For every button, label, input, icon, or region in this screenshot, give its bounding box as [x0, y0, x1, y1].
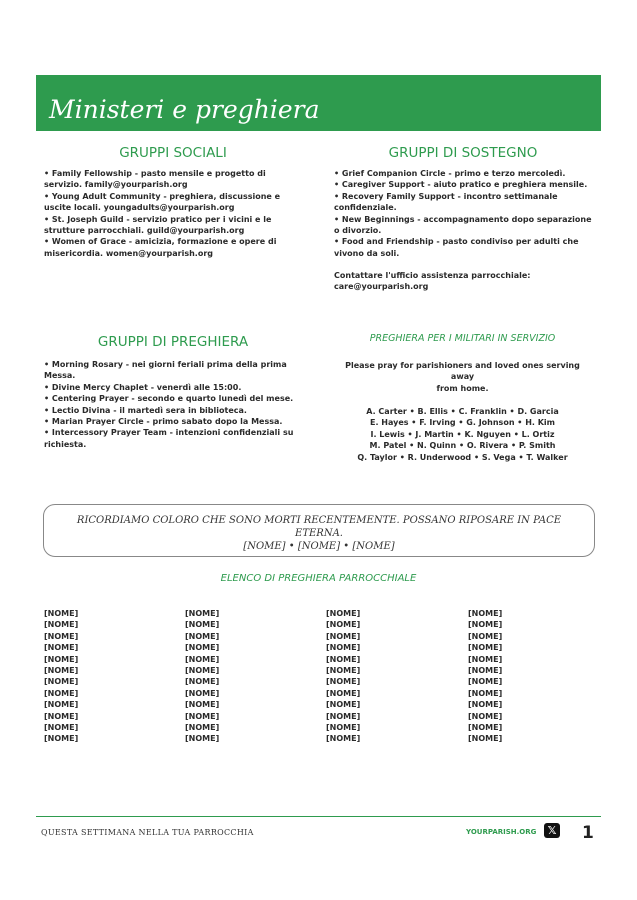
list-item: • Marian Prayer Circle - primo sabato dopo la Messa.	[44, 417, 283, 427]
prayer-list-name: [NOME]	[326, 711, 361, 721]
list-item: • Family Fellowship - pasto mensile e progetto di	[44, 169, 266, 178]
support-contact-label: Contattare l'ufficio assistenza parrocchiale:	[334, 271, 531, 280]
prayer-list-name: [NOME]	[44, 734, 79, 744]
page-title: Ministeri e preghiera	[49, 95, 320, 124]
footer-website-link[interactable]: YOURPARISH.ORG	[466, 828, 537, 836]
military-names	[330, 406, 595, 463]
prayer-list-name: [NOME]	[326, 677, 361, 687]
military-intro-line: Please pray for parishioners and loved ones serving	[345, 361, 580, 370]
remembrance-line: ETERNA.	[295, 528, 343, 539]
prayer-list-name: [NOME]	[44, 654, 79, 664]
prayer-list-name: [NOME]	[185, 688, 220, 698]
list-item: • Food and Friendship - pasto condiviso per adulti che	[334, 237, 579, 247]
prayer-list-name: [NOME]	[44, 609, 79, 618]
prayer-list-name: [NOME]	[44, 700, 79, 710]
prayer-list-name: [NOME]	[44, 666, 79, 676]
military-names-line: M. Patel • N. Quinn • O. Rivera • P. Smith	[369, 441, 556, 451]
prayer-list-name: [NOME]	[185, 677, 220, 687]
list-item: confidenziale.	[334, 203, 397, 213]
list-item: • Lectio Divina - il martedì sera in biblioteca.	[44, 405, 247, 415]
prayer-list-name: [NOME]	[185, 620, 220, 630]
list-item: • Intercessory Prayer Team - intenzioni confidenziali su	[44, 428, 294, 438]
prayer-list-name: [NOME]	[468, 700, 503, 710]
list-item: • Grief Companion Circle - primo e terzo mercoledì.	[334, 169, 566, 178]
military-prayer-title: PREGHIERA PER I MILITARI IN SERVIZIO	[369, 333, 556, 344]
list-item: vivono da soli.	[334, 248, 400, 258]
support-groups-list	[334, 168, 599, 259]
prayer-list-name: [NOME]	[468, 711, 503, 721]
remembrance-line: RICORDIAMO COLORO CHE SONO MORTI RECENTEMENTE. POSSANO RIPOSARE IN PACE	[76, 515, 562, 526]
prayer-list-name: [NOME]	[185, 643, 220, 653]
military-names-line: Q. Taylor • R. Underwood • S. Vega • T. Walker	[357, 452, 568, 462]
prayer-list-name: [NOME]	[326, 688, 361, 698]
prayer-list-name: [NOME]	[44, 723, 79, 733]
list-item: misericordia. women@yourparish.org	[44, 248, 213, 258]
military-names-line: E. Hayes • F. Irving • G. Johnson • H. Kim	[369, 418, 555, 428]
prayer-list-name: [NOME]	[326, 654, 361, 664]
footer-divider	[36, 816, 601, 817]
prayer-list-column	[44, 608, 78, 745]
header-banner	[36, 75, 601, 131]
social-groups-title: GRUPPI SOCIALI	[119, 145, 227, 161]
prayer-list-name: [NOME]	[326, 666, 361, 676]
prayer-list-name: [NOME]	[44, 677, 79, 687]
prayer-list-name: [NOME]	[44, 631, 79, 641]
prayer-list-name: [NOME]	[185, 666, 220, 676]
prayer-list-column	[185, 608, 219, 745]
prayer-list-name: [NOME]	[326, 700, 361, 710]
list-item: uscite locali. youngadults@yourparish.org	[44, 203, 235, 213]
list-item: • Divine Mercy Chaplet - venerdì alle 15:00.	[44, 382, 242, 392]
prayer-list-name: [NOME]	[468, 734, 503, 744]
remembrance-box	[43, 504, 595, 557]
prayer-groups-list	[44, 359, 309, 450]
page-number: 1	[582, 823, 594, 843]
list-item: • Young Adult Community - preghiera, discussione e	[44, 191, 281, 201]
prayer-list-name: [NOME]	[185, 654, 220, 664]
list-item: • Caregiver Support - aiuto pratico e preghiera mensile.	[334, 180, 588, 190]
prayer-list-name: [NOME]	[468, 654, 503, 664]
prayer-list-name: [NOME]	[185, 723, 220, 733]
list-item: • New Beginnings - accompagnamento dopo separazione	[334, 214, 592, 224]
prayer-list-name: [NOME]	[185, 700, 220, 710]
remembrance-text	[74, 514, 564, 553]
list-item: • Recovery Family Support - incontro settimanale	[334, 191, 558, 201]
military-names-line: A. Carter • B. Ellis • C. Franklin • D. Garcia	[366, 407, 559, 416]
prayer-list-name: [NOME]	[468, 643, 503, 653]
footer-tagline: QUESTA SETTIMANA NELLA TUA PARROCCHIA	[41, 828, 254, 837]
prayer-list-column	[326, 608, 360, 745]
prayer-list-name: [NOME]	[326, 643, 361, 653]
prayer-list-name: [NOME]	[185, 734, 220, 744]
prayer-list-name: [NOME]	[326, 620, 361, 630]
prayer-list-name: [NOME]	[468, 723, 503, 733]
support-contact-email: care@yourparish.org	[334, 282, 429, 292]
prayer-list-name: [NOME]	[468, 677, 503, 687]
support-contact	[334, 270, 599, 293]
prayer-list-name: [NOME]	[44, 688, 79, 698]
prayer-list-name: [NOME]	[468, 609, 503, 618]
prayer-list-name: [NOME]	[185, 711, 220, 721]
prayer-list-name: [NOME]	[44, 643, 79, 653]
prayer-list-name: [NOME]	[326, 609, 361, 618]
prayer-list-name: [NOME]	[468, 631, 503, 641]
list-item: • St. Joseph Guild - servizio pratico per i vicini e le	[44, 214, 272, 224]
prayer-list-name: [NOME]	[468, 688, 503, 698]
prayer-list-name: [NOME]	[44, 620, 79, 630]
remembrance-names: [NOME] • [NOME] • [NOME]	[243, 541, 395, 552]
prayer-list-name: [NOME]	[468, 666, 503, 676]
list-item: o divorzio.	[334, 226, 382, 236]
social-groups-list	[44, 168, 309, 259]
list-item: • Women of Grace - amicizia, formazione e opere di	[44, 237, 277, 247]
support-groups-title: GRUPPI DI SOSTEGNO	[388, 145, 538, 161]
military-intro-line: away	[450, 372, 475, 382]
prayer-list-column	[468, 608, 502, 745]
military-intro-line: from home.	[436, 383, 489, 393]
prayer-list-name: [NOME]	[326, 723, 361, 733]
list-item: Messa.	[44, 371, 76, 381]
x-logo-icon[interactable]: 𝕏	[544, 823, 560, 838]
prayer-groups-title: GRUPPI DI PREGHIERA	[97, 334, 249, 350]
list-item: strutture parrocchiali. guild@yourparish.org	[44, 226, 245, 236]
list-item: richiesta.	[44, 439, 87, 449]
prayer-list-name: [NOME]	[326, 734, 361, 744]
parish-prayer-list-title: ELENCO DI PREGHIERA PARROCCHIALE	[220, 573, 417, 584]
list-item: servizio. family@yourparish.org	[44, 180, 188, 190]
prayer-list-name: [NOME]	[468, 620, 503, 630]
prayer-list-name: [NOME]	[185, 609, 220, 618]
prayer-list-name: [NOME]	[185, 631, 220, 641]
list-item: • Centering Prayer - secondo e quarto lunedì del mese.	[44, 394, 294, 404]
prayer-list-name: [NOME]	[44, 711, 79, 721]
military-names-line: I. Lewis • J. Martin • K. Nguyen • L. Ortiz	[370, 429, 555, 439]
military-intro	[330, 360, 595, 394]
prayer-list-name: [NOME]	[326, 631, 361, 641]
list-item: • Morning Rosary - nei giorni feriali prima della prima	[44, 360, 287, 369]
